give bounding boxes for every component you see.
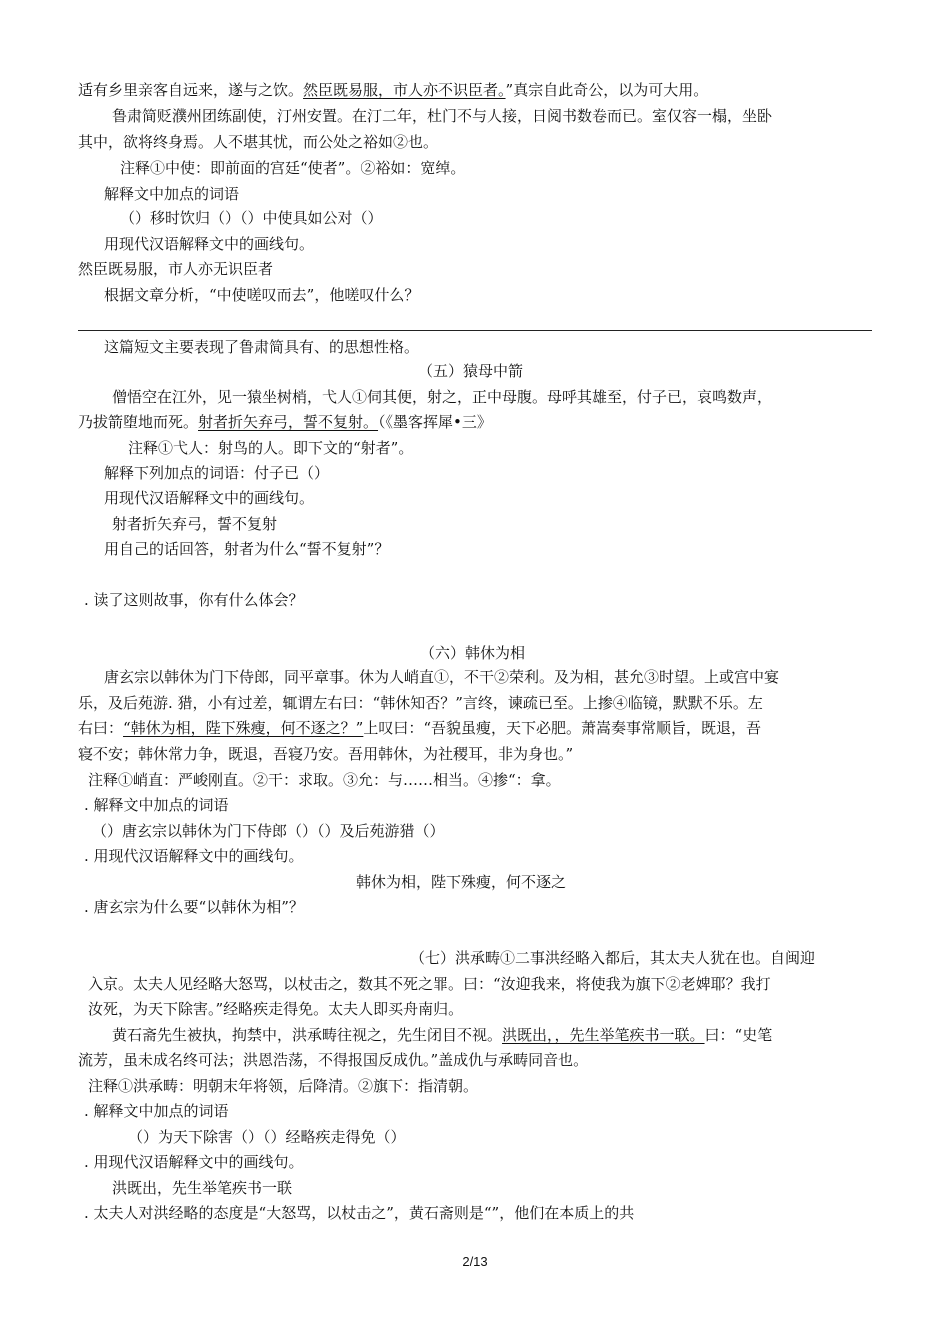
text-line: [78, 412, 492, 432]
text-segment: 汝死，为天下除害。”经略疾走得免。太夫人即买舟南归。: [88, 1000, 464, 1018]
text-line: [78, 718, 761, 738]
question-line: [84, 795, 229, 815]
text-segment: （）为天下除害（）（）经略疾走得免（）: [128, 1128, 406, 1146]
question-line: [104, 539, 389, 559]
text-segment: （五）猿母中箭: [418, 362, 524, 380]
quoted-sentence: [78, 259, 273, 279]
answer-line-divider: [78, 330, 872, 331]
question-line: [84, 1101, 229, 1121]
page-number: 2/13: [462, 1254, 488, 1269]
text-segment: ”真宗自此奇公，以为可大用。: [505, 81, 709, 99]
question-line: [104, 234, 314, 254]
text-segment: 洪既出，先生举笔疾书一联: [112, 1179, 293, 1197]
text-segment: （六）韩休为相: [420, 644, 526, 662]
text-segment: 乃拔箭堕地而死。: [78, 413, 199, 431]
text-segment: （《墨客挥犀•三》: [378, 413, 492, 431]
footnote-line: [128, 438, 413, 458]
text-segment: 僧悟空在江外，见一猿坐树梢，弋人①伺其便，射之，正中母腹。母呼其雄至，付子已，哀鸣数声，: [112, 388, 773, 406]
quoted-sentence: [112, 514, 277, 534]
text-line: [78, 132, 438, 152]
text-segment: 用自己的话回答，射者为什么“誓不复射”？: [104, 540, 390, 558]
text-segment: 鲁肃简贬濮州团练副使，汀州安置。在汀二年，杜门不与人接，日阅书数卷而已。室仅容一榻，坐卧: [112, 107, 773, 125]
text-segment: . 用现代汉语解释文中的画线句。: [84, 1153, 304, 1171]
text-segment: 用现代汉语解释文中的画线句。: [104, 235, 315, 253]
text-segment: 注释①弋人：射鸟的人。即下文的“射者”。: [128, 439, 414, 457]
text-segment: 注释①中使：即前面的宫廷“使者”。②裕如：宽绰。: [120, 159, 466, 177]
text-segment: 适有乡里亲客自远来，遂与之饮。: [78, 81, 304, 99]
text-segment: 这篇短文主要表现了鲁肃简具有、的思想性格。: [104, 338, 420, 356]
text-segment: 解释文中加点的词语: [104, 185, 240, 203]
footnote-line: [88, 1076, 478, 1096]
question-line: [84, 846, 304, 866]
footnote-line: [88, 770, 561, 790]
text-segment: 解释下列加点的词语：付子已（）: [104, 464, 330, 482]
text-segment: 乐，及后苑游. 猎，小有过差，辄谓左右曰：“韩休知否？”言终，谏疏已至。上掺④临镜，默默不乐。左: [78, 694, 763, 712]
text-segment: 上叹曰：“吾貌虽瘦，天下必肥。萧嵩奏事常顺旨，既退，吾: [363, 719, 762, 737]
question-line: [104, 463, 329, 483]
text-segment: （）移时饮归（）（）中使具如公对（）: [120, 209, 383, 227]
text-line: [88, 974, 771, 994]
question-line: [104, 488, 314, 508]
text-segment: 注释①洪承畴：明朝末年将领，后降清。②旗下：指清朝。: [88, 1077, 479, 1095]
underlined-sentence: “韩休为相，陛下殊瘦，何不逐之？”: [123, 719, 364, 737]
text-segment: 韩休为相，陛下殊瘦，何不逐之: [356, 873, 567, 891]
underlined-sentence: 然臣既易服，市人亦不识臣者。: [303, 81, 506, 99]
question-line: [104, 337, 419, 357]
text-line: [78, 693, 763, 713]
section-title: [410, 948, 815, 968]
text-line: [78, 1050, 588, 1070]
question-line: [84, 1152, 304, 1172]
text-segment: 其中，欲将终身焉。人不堪其忧，而公处之裕如②也。: [78, 133, 439, 151]
text-line: [104, 667, 779, 687]
question-line: [84, 590, 304, 610]
text-segment: 然臣既易服，市人亦无识臣者: [78, 260, 274, 278]
text-segment: . 解释文中加点的词语: [84, 1102, 229, 1120]
text-segment: . 太夫人对洪经略的态度是“大怒骂，以杖击之”，黄石斋则是“”，他们在本质上的共: [84, 1204, 635, 1222]
text-segment: 根据文章分析，“中使嗟叹而去”，他嗟叹什么？: [104, 286, 420, 304]
section-title: [418, 361, 523, 381]
text-segment: 右曰：: [78, 719, 124, 737]
quoted-sentence: [356, 872, 566, 892]
underlined-sentence: 射者折矢弃弓，誓不复射。: [198, 413, 379, 431]
question-line: [92, 821, 445, 841]
text-segment: . 用现代汉语解释文中的画线句。: [84, 847, 304, 865]
text-segment: . 解释文中加点的词语: [84, 796, 229, 814]
text-segment: （）唐玄宗以韩休为门下侍郎（）（）及后苑游猎（）: [92, 822, 445, 840]
question-line: [120, 208, 383, 228]
text-segment: 入京。太夫人见经略大怒骂，以杖击之，数其不死之罪。曰：“汝迎我来，将使我为旗下②老婢耶？我打: [88, 975, 771, 993]
text-segment: 寝不安；韩休常力争，既退，吾寝乃安。吾用韩休，为社稷耳，非为身也。”: [78, 745, 574, 763]
text-segment: 射者折矢弃弓，誓不复射: [112, 515, 278, 533]
quoted-sentence: [112, 1178, 292, 1198]
question-line: [104, 285, 419, 305]
question-line: [84, 1203, 634, 1223]
section-title: [420, 643, 525, 663]
footnote-line: [120, 158, 465, 178]
text-line: [78, 80, 708, 100]
text-line: [112, 387, 772, 407]
text-segment: 用现代汉语解释文中的画线句。: [104, 489, 315, 507]
underlined-sentence: 洪既出，，先生举笔疾书一联。: [502, 1026, 705, 1044]
text-segment: 流芳，虽未成名终可法；洪恩浩荡，不得报国反成仇。”盖成仇与承畴同音也。: [78, 1051, 589, 1069]
text-line: [112, 1025, 772, 1045]
text-segment: . 唐玄宗为什么要“以韩休为相”？: [84, 898, 304, 916]
text-segment: 唐玄宗以韩休为门下侍郎，同平章事。休为人峭直①，不干②荣利。及为相，甚允③时望。上或宫中宴: [104, 668, 780, 686]
text-line: [112, 106, 772, 126]
text-segment: . 读了这则故事，你有什么体会？: [84, 591, 304, 609]
text-line: [78, 744, 573, 764]
question-line: [104, 184, 239, 204]
text-line: [88, 999, 463, 1019]
text-segment: （七）洪承畴①二事洪经略入都后，其太夫人犹在也。自闽迎: [410, 949, 816, 967]
text-segment: 注释①峭直：严峻刚直。②干：求取。③允：与……相当。④掺“：拿。: [88, 771, 561, 789]
text-segment: 黄石斋先生被执，拘禁中，洪承畴往视之，先生闭目不视。: [112, 1026, 503, 1044]
question-line: [84, 897, 304, 917]
question-line: [128, 1127, 406, 1147]
text-segment: 曰：“史笔: [704, 1026, 773, 1044]
